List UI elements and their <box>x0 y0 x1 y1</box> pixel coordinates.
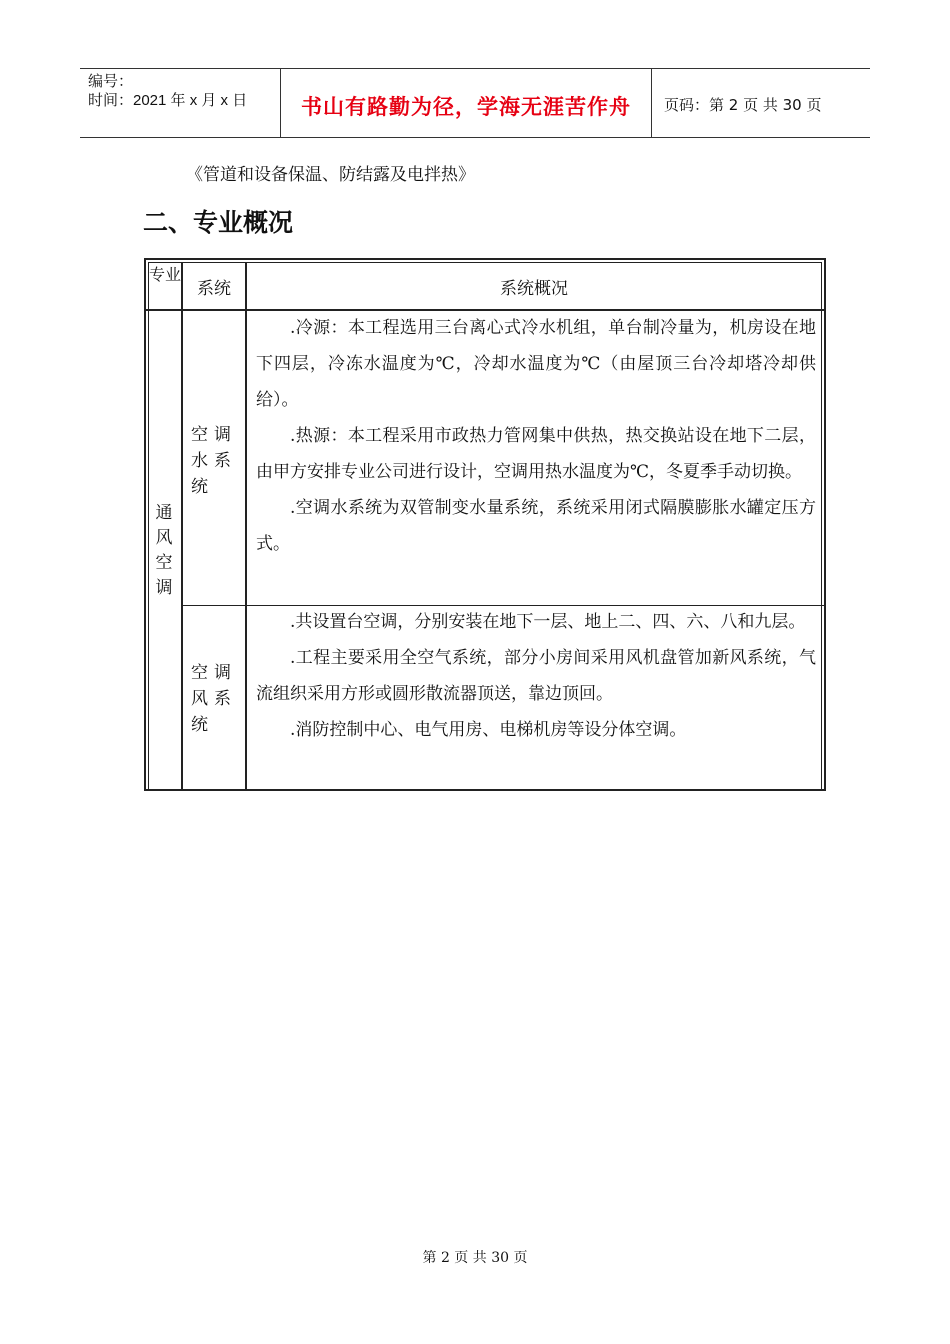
system-label-air: 空调风系统 <box>191 663 237 735</box>
specialty-label: 通风空调 <box>155 503 173 598</box>
overview-paragraph: .共设置台空调，分别安装在地下一层、地上二、四、六、八和九层。 <box>290 612 806 632</box>
motto: 书山有路勤为径，学海无涯苦作舟 <box>301 95 631 119</box>
header-specialty: 专业 <box>149 265 182 284</box>
overview-paragraph: .空调水系统为双管制变水量系统，系统采用闭式隔膜膨胀水罐定压方式。 <box>256 498 816 554</box>
header-page-cell <box>652 69 870 137</box>
page-footer: 第 2 页 共 30 页 <box>422 1250 528 1266</box>
header-left-cell <box>80 69 280 137</box>
header-system: 系统 <box>197 279 231 299</box>
overview-air <box>256 604 816 748</box>
standard-reference: 《管道和设备保温、防结露及电拌热》 <box>186 165 475 185</box>
overview-water <box>256 310 816 562</box>
document-header <box>80 68 870 138</box>
overview-paragraph: .工程主要采用全空气系统，部分小房间采用风机盘管加新风系统，气流组织采用方形或圆形散流器顶送，靠边顶回。 <box>256 648 816 704</box>
overview-paragraph: .消防控制中心、电气用房、电梯机房等设分体空调。 <box>290 720 687 740</box>
document-date: 时间：2021 年 x 月 x 日 <box>88 92 248 109</box>
overview-paragraph: .冷源：本工程选用三台离心式冷水机组，单台制冷量为，机房设在地下四层，冷冻水温度为℃，冷却水温度为℃（由屋顶三台冷却塔冷却供给）。 <box>256 318 816 410</box>
section-title: 二、专业概况 <box>143 208 294 237</box>
system-label-water: 空调水系统 <box>191 425 237 497</box>
overview-paragraph: .热源：本工程采用市政热力管网集中供热，热交换站设在地下二层，由甲方安排专业公司进行设计，空调用热水温度为℃，冬夏季手动切换。 <box>256 426 816 482</box>
header-overview: 系统概况 <box>500 279 568 299</box>
header-motto-cell <box>280 69 652 137</box>
overview-table <box>144 258 826 791</box>
page-info: 页码：第 2 页 共 30 页 <box>664 96 822 114</box>
document-number-label: 编号： <box>88 73 134 90</box>
